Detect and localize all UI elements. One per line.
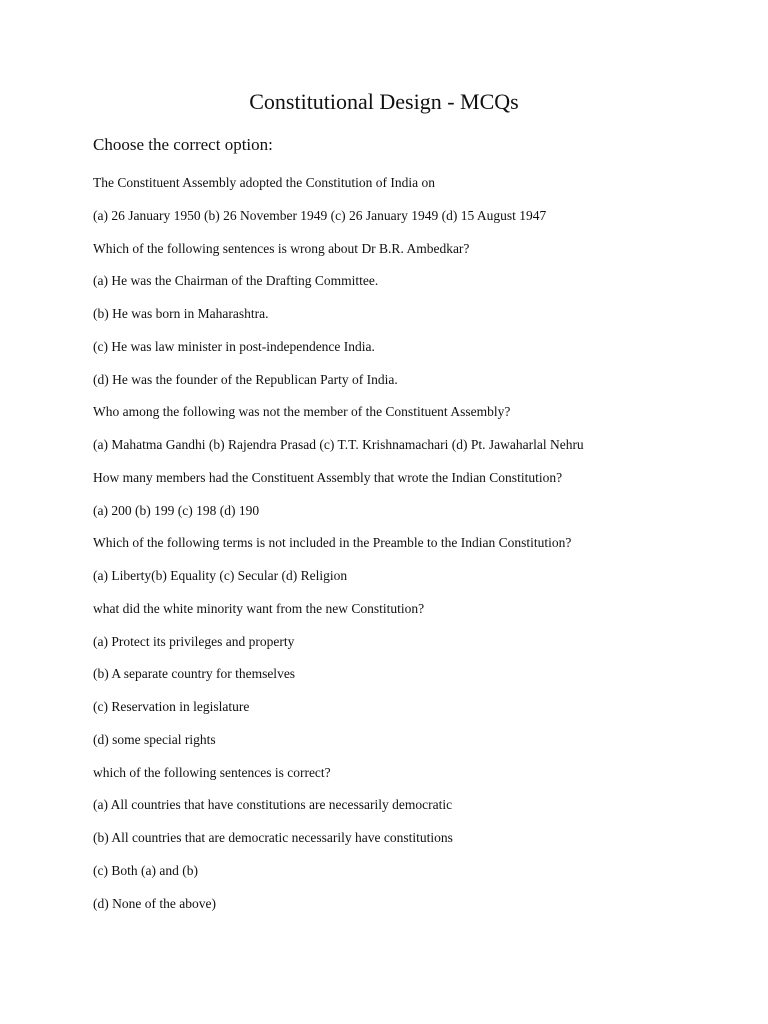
page-title: Constitutional Design - MCQs [249, 89, 519, 114]
question-line: Which of the following terms is not included in the Preamble to the Indian Constitution? [93, 535, 572, 551]
question-line: Who among the following was not the member of the Constituent Assembly? [93, 404, 511, 420]
option-line: (b) A separate country for themselves [93, 666, 296, 682]
question-line: Which of the following sentences is wrong about Dr B.R. Ambedkar? [93, 240, 470, 256]
question-line: which of the following sentences is correct? [93, 764, 331, 780]
option-line: (c) Both (a) and (b) [93, 862, 198, 878]
question-line: what did the white minority want from the new Constitution? [93, 600, 425, 616]
option-line: (d) None of the above) [93, 895, 216, 911]
option-line: (a) 26 January 1950 (b) 26 November 1949 (c) 26 January 1949 (d) 15 August 1947 [93, 207, 547, 223]
option-line: (a) 200 (b) 199 (c) 198 (d) 190 [93, 502, 260, 518]
option-line: (d) some special rights [93, 731, 216, 747]
option-line: (d) He was the founder of the Republican Party of India. [93, 371, 398, 387]
option-line: (b) He was born in Maharashtra. [93, 306, 269, 321]
option-line: (b) All countries that are democratic necessarily have constitutions [93, 830, 453, 845]
question-line: The Constituent Assembly adopted the Constitution of India on [93, 175, 435, 190]
option-line: (a) Mahatma Gandhi (b) Rajendra Prasad (c) T.T. Krishnamachari (d) Pt. Jawaharlal Nehru [93, 437, 584, 452]
mcq-list [93, 173, 733, 926]
option-line: (c) He was law minister in post-independence India. [93, 338, 375, 354]
option-line: (c) Reservation in legislature [93, 699, 250, 714]
question-line: How many members had the Constituent Assembly that wrote the Indian Constitution? [93, 469, 563, 485]
option-line: (a) He was the Chairman of the Drafting Committee. [93, 273, 379, 289]
option-line: (a) Protect its privileges and property [93, 633, 295, 649]
option-line: (a) All countries that have constitutions are necessarily democratic [93, 797, 453, 813]
instructions-heading: Choose the correct option: [93, 135, 273, 154]
option-line: (a) Liberty(b) Equality (c) Secular (d) Religion [93, 568, 348, 583]
